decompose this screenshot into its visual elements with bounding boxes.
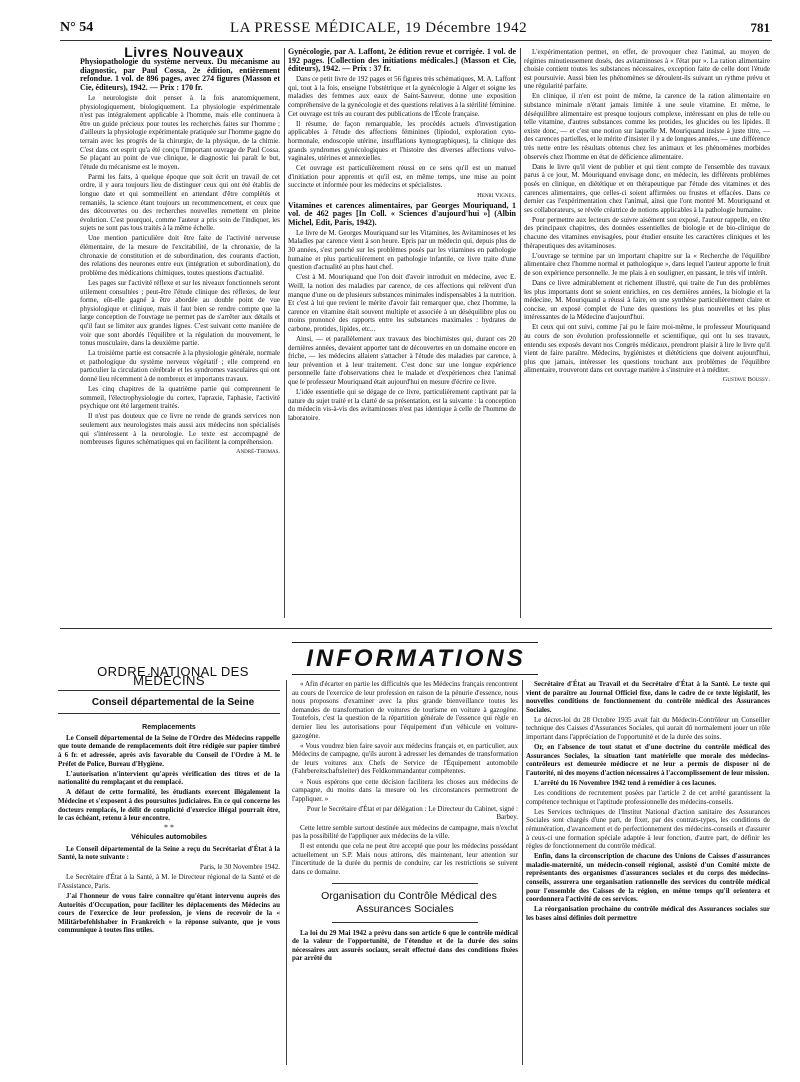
- paragraph: Secrétaire d'État au Travail et du Secrétaire d'État à la Santé. Le texte qui vient de paraître au Journal Officiel fixe, dans le cadre de ce texte législatif, les nouvelles conditions de fonctionnement du contrôle médical des Assurances Sociales.: [526, 680, 770, 714]
- column-divider: [284, 48, 285, 618]
- signature: Pour le Secrétaire d'État et par délégation : Le Directeur du Cabinet, signé : Barbey.: [306, 804, 518, 822]
- paragraph: C'est à M. Mouriquand que l'on doit d'avoir introduit en médecine, avec E. Weill, la notion des maladies par carence, de ces affections qui relèvent d'un manque d'une ou de plusieurs substances minimales indispensables à la nutrition. Et c'est à lui que revient le mérite d'avoir fait remarquer que, chez l'homme, la carence en vitamine était souvent multiple et associée à un déséquilibre plus ou moins prononcé des rapports entre les substances maximales : hydrates de carbone, protides, lipides, etc...: [288, 273, 516, 333]
- paragraph: La réorganisation prochaine du contrôle médical des Assurances sociales sur les bases ainsi définies doit permettre: [526, 905, 770, 922]
- paragraph: L'idée essentielle qui se dégage de ce livre, particulièrement captivant par la nature du sujet traité et la clarté de sa présentation, est la suivante : la conception du médecin vis-à-vis des avitaminoses n'est pas identique à celle de l'homme de laboratoire.: [288, 388, 516, 422]
- paragraph: Cette lettre semble surtout destinée aux médecins de campagne, mais n'exclut pas la possibilité de l'appliquer aux médecins de la ville.: [292, 823, 518, 841]
- column-divider: [286, 680, 287, 1065]
- column-divider: [522, 680, 523, 1065]
- paragraph: En clinique, il n'en est point de même, la carence de la ration alimentaire en substance minimale n'étant jamais limitée à une seule vitamine. Et même, le déséquilibre alimentaire est presque toujours complexe, intéressant en plus de telle ou telle vitamine, d'autres substances comme les protides, les glucides ou les lipides. Il existe donc, — et c'est une notion sur laquelle M. Mouriquand insiste à juste titre, — des carences partielles, et le mérite d'insister il y a de longues années, — une différence très nette entre les résultats obtenus chez les animaux et les phénomènes morbides observés chez l'homme en état de déficience alimentaire.: [524, 92, 770, 161]
- paragraph: Le Conseil départemental de la Seine de l'Ordre des Médecins rappelle que toute demande de remplacements doit être rédigée sur papier timbré à 6 fr. et adressée, après avis favorable du Conseil de l'Ordre à M. le Préfet de Police, Bureau d'Hygiène.: [58, 733, 280, 768]
- paragraph: Et ceux qui ont suivi, comme j'ai pu le faire moi-même, le professeur Mouriquand au cours de son évolution professionnelle et scientifique, qui ont lu ses travaux, entendu ses exposés devant nos Congrès médicaux, prendront plaisir à lire le livre qu'il vient de faire paraître. Médecins, hygiénistes et diététiciens que doivent aujourd'hui, plus que jamais, intéresser les questions touchant aux problèmes de l'équilibre alimentaire, trouveront dans cet ouvrage matière à s'instruire et à méditer.: [524, 323, 770, 375]
- conseil-rule: [58, 713, 280, 714]
- livres-col-3: [524, 48, 770, 387]
- title-rule-top: [292, 642, 538, 643]
- info-middle-column: [292, 680, 518, 964]
- org-rule: [332, 922, 478, 923]
- signature: André-Thomas.: [235, 448, 280, 456]
- paragraph: Pour permettre aux lecteurs de suivre aisément son exposé, l'auteur rappelle, en tête des principaux chapitres, des données essentielles de biologie et de bio-clinique de chacune des vitamines envisagées, pour étudier ensuite les caractères cliniques et les thérapeutiques des avitaminoses.: [524, 215, 770, 250]
- paragraph: « Vous voudrez bien faire savoir aux médecins français et, en particulier, aux Médecins de campagne, qu'ils auront à adresser les demandes de transformation de leurs voitures aux Chefs de Service de l'Équipement automobile (Fahrbereitschaftsleiter) des Feldkommandantur compétentes.: [292, 741, 518, 776]
- paragraph: « Nous espérons que cette décision facilitera les choses aux médecins de campagne, du moins dans la mesure où les circonstances permettront de l'appliquer. »: [292, 777, 518, 803]
- conseil-title: Conseil départemental de la Seine: [91, 697, 255, 709]
- book-review-head: Physiopathologie du système nerveux. Du mécanisme au diagnostic, par Paul Cossa, 2e édition, entièrement refondue. 1 vol. de 896 pages, avec 274 figures (Masson et Cie, éditeurs), 1942. — Prix : 170 fr.: [80, 57, 280, 92]
- column-divider: [520, 48, 521, 618]
- paragraph: Ainsi, — et parallèlement aux travaux des biochimistes qui, durant ces 20 dernières années, devaient apporter tant de découvertes en un domaine encore en friche, — les médecins allaient s'attacher à l'étude des maladies par carence, à leur prévention et à leur traitement. C'est donc sur une longue expérience personnelle faite d'observations chez le malade et d'expériences chez l'animal que le professeur Mouriquand était aujourd'hui en mesure d'écrire ce livre.: [288, 335, 516, 386]
- separator-stars: * *: [164, 823, 174, 833]
- paragraph: Les cinq chapitres de la quatrième partie qui comprennent le sommeil, l'électrophysiologie du cortex, l'apraxie, l'aphasie, l'activité psychique ont été largement traités.: [80, 385, 280, 411]
- paragraph: L'autorisation n'intervient qu'après vérification des titres et de la nationalité du remplaçant et du remplacé.: [58, 769, 280, 787]
- paragraph: La troisième partie est consacrée à la physiologie générale, normale et pathologique du système nerveux végétatif ; elle comprend en particulier la circulation cérébrale et les syndromes vasculaires qui ont donné lieu récemment à de nombreux et importants travaux.: [80, 349, 280, 383]
- masthead: [60, 20, 770, 38]
- paragraph: Les conditions de recrutement posées par l'article 2 de cet arrêté garantissent la compétence technique et l'aptitude professionnelle des médecins-conseils.: [526, 789, 770, 806]
- paragraph: Il n'est pas douteux que ce livre ne rende de grands services non seulement aux neurologistes mais aussi aux médecins non spécialisés qui s'intéressent à la neurologie. Le texte est accompagné de nombreuses figures schématiques qui en facilitent la compréhension.: [80, 412, 280, 447]
- paragraph: Enfin, dans la circonscription de chacune des Unions de Caisses d'assurances maladie-maternité, un médecin-conseil régional, assisté d'un Comité mixte de représentants des organismes d'assurances sociales et du corps des médecins-conseils, assurera une organisation rationnelle des services du contrôle médical pour l'ensemble des Caisses de la région, en même temps qu'il orientera et coordonnera l'activité de ces services.: [526, 852, 770, 904]
- paragraph: Cet ouvrage est particulièrement réussi en ce sens qu'il est un manuel d'initiation pour apprentis et qu'il est, en même temps, une mise au point succincte et informée pour les médecins et spécialistes.: [288, 164, 516, 190]
- issue-number: N° 54: [60, 20, 94, 35]
- signature: Gustave Boussy.: [722, 376, 770, 384]
- livres-section-title: Livres Nouveaux: [124, 44, 244, 60]
- paragraph: A défaut de cette formalité, les étudiants exercent illégalement la Médecine et s'exposent à des poursuites judiciaires. En ce qui concerne les docteurs remplacés, le délit de complicité d'exercice illégal pourrait être, le cas échéant, retenu à leur encontre.: [58, 788, 280, 823]
- paragraph: Dans le livre qu'il vient de publier et qui tient compte de l'ensemble des travaux parus à ce jour, M. Mouriquand envisage donc, en médecin, les différents problèmes posés en clinique, en diététique et en thérapeutique par l'étude des vitamines et des carences alimentaires, que celles-ci soient affirmées ou frustes et effacées. Dans ce dernier cas l'expérimentation chez l'animal, ainsi que l'ont montré M. Mouriquand et ses collaborateurs, se révèle créatrice de notions applicables à la pathologie humaine.: [524, 162, 770, 214]
- paragraph: Les pages sur l'activité réflexe et sur les niveaux fonctionnels seront utilement consultées ; peut-être l'étude clinique des réflexes, de leur forme, eût-elle gagné à être abordée au double point de vue physiologique et clinique, mais il faut bien se rendre compte que la large conception de l'ouvrage ne permet pas de s'arrêter aux détails et qu'il faut se limiter aux grandes lignes. C'est suivant cette manière de voir que sont abordés l'équilibre et la régulation du mouvement, le tonus musculaire, dans la deuxième partie.: [80, 278, 280, 348]
- info-right-column: [526, 680, 770, 924]
- book-review-head: Vitamines et carences alimentaires, par Georges Mouriquand, 1 vol. de 462 pages [In Coll. « Sciences d'aujourd'hui »] (Albin Michel, Edit, Paris, 1942).: [288, 200, 516, 227]
- paragraph: Parmi les faits, à quelque époque que soit écrit un travail de cet ordre, il y aura toujours lieu de distinguer ceux qui ont été établis de longue date et qui sommeillent en attendant d'être complétés et remaniés, la science étant toujours un recommencement, et ceux que des découvertes ou des recherches nouvelles remettent en pleine évolution. C'est pourquoi, comme l'auteur a pris soin de l'indiquer, les sujets ne sont pas tous traités à la même échelle.: [80, 172, 280, 233]
- title-rule-bottom: [292, 674, 538, 675]
- ordre-title: ORDRE NATIONAL DES MÉDECINS: [97, 664, 249, 688]
- paragraph: Les Services techniques de l'Institut National d'action sanitaire des Assurances Sociales sont chargés d'une part, de fixer, par des contrats-types, les conditions de rémunération, d'avancement et de perfectionnement des médecins-conseils et d'assurer à ceux-ci une formation spéciale adaptée à leur fonction, d'autre part, de définir les règles de fonctionnement du contrôle médical.: [526, 807, 770, 851]
- paragraph: L'arrêté du 16 Novembre 1942 tend à remédier à ces lacunes.: [534, 779, 717, 788]
- paragraph: Il est entendu que cela ne peut être accepté que pour les médecins possédant actuellement un S.P. Mais nous attirons, dès maintenant, leur attention sur l'incertitude de la durée du permis de conduire, car les restrictions se suivent dans ce domaine.: [292, 842, 518, 876]
- paragraph: Le décret-loi du 28 Octobre 1935 avait fait du Médecin-Contrôleur un Conseiller technique des Caisses d'Assurances Sociales, qui aurait dû normalement jouer un rôle important dans l'appréciation de l'opportunité et de la durée des soins.: [526, 715, 770, 742]
- ordre-rule: [58, 690, 280, 691]
- masthead-rule: [60, 40, 772, 41]
- org-rule: [332, 883, 478, 884]
- paragraph: J'ai l'honneur de vous faire connaître qu'étant intervenu auprès des Autorités d'Occupation, pour faciliter les déplacements des Médecins au cours de l'exercice de leur profession, je viens de recevoir de la « Militärbefehlshaber in Frankreich » la réponse suivante, que je vous communique à toutes fins utiles.: [58, 891, 280, 935]
- paragraph: Dans ce petit livre de 192 pages et 56 figures très schématiques, M. A. Laffont qui, tout à la fois, enseigne l'obstétrique et la gynécologie à Alger et soigne les maladies des femmes aux eaux de Saint-Sauveur, donne une exposition compréhensive de la gynécologie et des questions relatives à la stérilité féminine. Cet ouvrage est très au courant des publications de l'École française.: [288, 75, 516, 118]
- informations-title: INFORMATIONS: [306, 645, 526, 672]
- paragraph: Dans ce livre admirablement et richement illustré, qui traite de l'un des problèmes les plus importants dont se soient enrichies, en ces dernières années, la biologie et la médecine, M. Mouriquand a réussi à faire, en une synthèse particulièrement claire et concise, un exposé complet de l'une des questions les plus nouvelles et les plus intéressantes de la Médecine d'aujourd'hui.: [524, 278, 770, 322]
- paragraph: Le neurologiste doit penser à la fois anatomiquement, physiologiquement, biologiquement. La physiologie expérimentale n'est pas intégralement applicable à l'homme, mais elle continuera à être un guide précieux pour toutes les recherches faites sur l'homme ; d'ailleurs la physiologie expérimentale pratiquée sur l'homme gagne du terrain avec les progrès de la chirurgie, de la physique, de la chimie. C'est dans cet esprit qu'a été conçu l'important ouvrage de Paul Cossa. Se plaçant au point de vue clinique, le diagnostic lui paraît le but, l'étude du mécanisme est le moyen.: [80, 93, 280, 171]
- letter-date: Paris, le 30 Novembre 1942.: [199, 863, 280, 872]
- paragraph: « Afin d'écarter en partie les difficultés que les Médecins français rencontrent au cours de l'exercice de leur profession en raison de la pénurie d'essence, nous nous proposons d'examiner avec la plus grande bienveillance toutes les demandes de transformation de voitures de tourisme en voiture à gazogène. Toutefois, c'est la question de la répartition générale de l'essence qui règle en dernier lieu les autorisations pour l'équipement d'un véhicule en voiture-gazogène.: [292, 680, 518, 740]
- livres-col-1: [80, 44, 280, 458]
- livres-col-2: [288, 48, 516, 424]
- vehicules-heading: Véhicules automobiles: [131, 834, 207, 842]
- paragraph: L'expérimentation permet, en effet, de provoquer chez l'animal, au moyen de régimes minutieusement dosés, des avitaminoses à « l'état pur ». La ration alimentaire choisie contient toutes les substances nécessaires, exception faite de celle dont l'étude est poursuivie. Aussi bien les phénomènes se déroulent-ils suivant un rythme prévu et une régularité parfaite.: [524, 48, 770, 91]
- letter-address: Le Secrétaire d'État à la Santé, à M. le Directeur régional de la Santé et de l'Assistance, Paris.: [58, 873, 280, 890]
- remplacements-heading: Remplacements: [142, 723, 196, 731]
- paragraph: Le livre de M. Georges Mouriquand sur les Vitamines, les Avitaminoses et les Maladies par carence vient à son heure. Epris par un médecin qui, depuis plus de 30 années, s'est penché sur les problèmes posés par les vitamines en pathologie humaine et plus particulièrement en pathologie infantile, ce livre traite d'une question d'actualité au plus haut chef.: [288, 228, 516, 272]
- paragraph: Le Conseil départemental de la Seine a reçu du Secrétariat d'État à la Santé, la note suivante :: [58, 844, 280, 862]
- paragraph: La loi du 29 Mai 1942 a prévu dans son article 6 que le contrôle médical de la valeur de l'opportunité, de l'étendue et de la durée des soins nécessaires aux assurés sociaux, serait effectué dans des conditions fixées par arrêté du: [292, 928, 518, 963]
- org-title: Organisation du Contrôle Médical des Assurances Sociales: [321, 889, 497, 915]
- paragraph: L'ouvrage se termine par un important chapitre sur la « Recherche de l'équilibre alimentaire chez l'homme normal et pathologique », dans lequel l'auteur apporte le fruit de son expérience personnelle. Je me plais à en souligner, en passant, le très vif intérêt.: [524, 251, 770, 277]
- page-number: 781: [750, 20, 770, 35]
- journal-title: LA PRESSE MÉDICALE, 19 Décembre 1942: [230, 20, 528, 36]
- paragraph: Or, en l'absence de tout statut et d'une doctrine du contrôle médical des Assurances Sociales, la situation tant matérielle que morale des médecins-contrôleurs est demeurée médiocre et ne leur a permis de disposer ni de l'autorité, ni des moyens d'action nécessaires à l'accomplissement de leur mission.: [526, 743, 770, 777]
- ordre-column: [58, 664, 280, 936]
- paragraph: Il résume, de façon remarquable, les procédés actuels d'investigation applicables à l'étude des affections féminines (lipiodol, exploration cyto-hormonale, endoscopie utérine, insufflations kymographiques), la clinique des grands syndromes gynécologiques et l'histoire des diverses affections vulvo-vaginales, utérines et annexielles.: [288, 119, 516, 163]
- signature: Henri Vignes.: [477, 191, 516, 199]
- book-review-head: Gynécologie, par A. Laffont, 2e édition revue et corrigée. 1 vol. de 192 pages. [Collection des initiations médicales.] (Masson et Cie, éditeurs), 1942. — Prix : 37 fr.: [288, 47, 516, 74]
- paragraph: Une mention particulière doit être faite de l'activité nerveuse élémentaire, de la mesure de l'excitabilité, de la chronaxie, de la chronaxie de constitution et de subordination, des courants d'action, des relations des neurones entre eux (intégration et subordination), du problème des médications chimiques, toutes questions d'actualité.: [80, 234, 280, 277]
- section-rule: [60, 628, 772, 629]
